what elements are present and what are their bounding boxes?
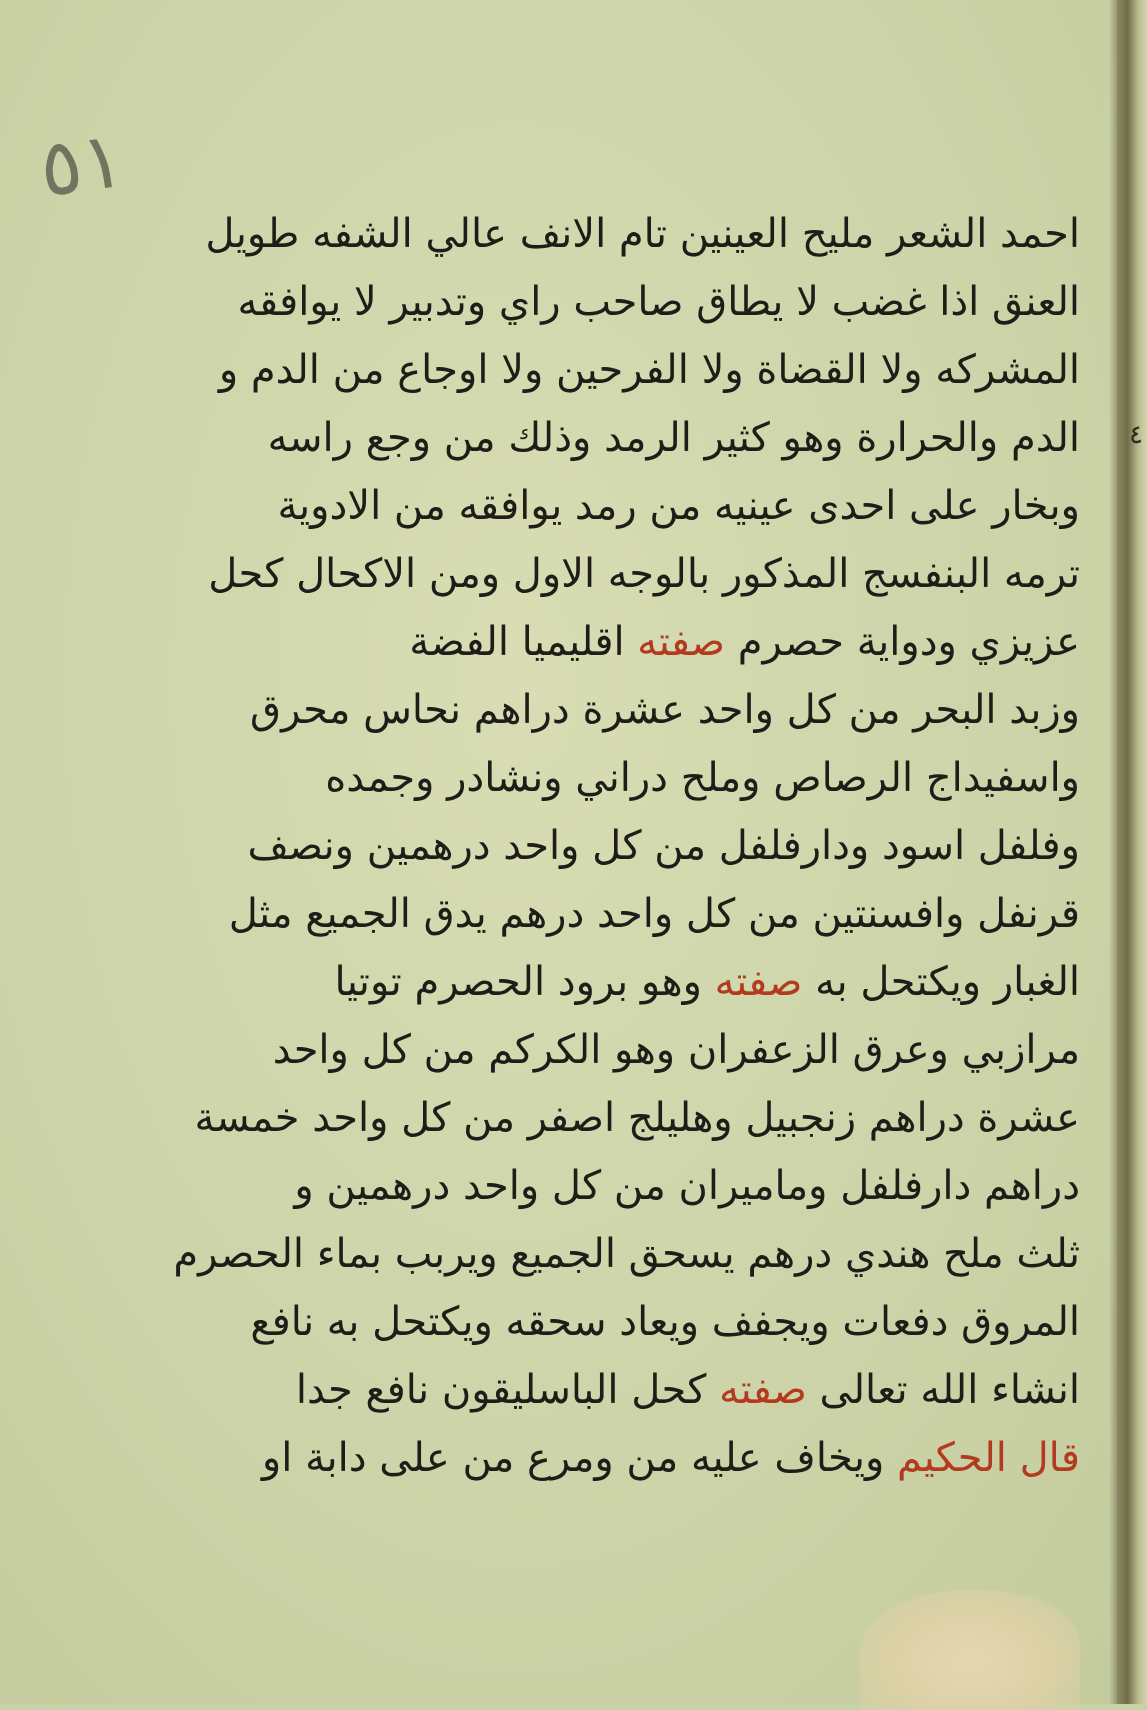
text-line: [320, 744, 1080, 812]
line-text: وزبد البحر من كل واحد عشرة دراهم نحاس محرق: [250, 687, 1080, 733]
text-line: [173, 1220, 1080, 1288]
text-line: [250, 1288, 1080, 1356]
text-line: [250, 676, 1080, 744]
line-text: وفلفل اسود ودارفلفل من كل واحد درهمين ونصف: [247, 823, 1080, 869]
line-text: ترمه البنفسج المذكور بالوجه الاول ومن الاكحال كحل: [208, 551, 1080, 597]
line-text: وبخار على احدى عينيه من رمد يوافقه من الادوية: [277, 483, 1080, 529]
line-text: دراهم دارفلفل وماميران من كل واحد درهمين و: [294, 1163, 1080, 1209]
text-line: [267, 404, 1080, 472]
folio-number: ٥١: [34, 114, 130, 216]
text-line: [277, 472, 1080, 540]
paper-stain: [860, 1590, 1080, 1710]
text-line: [272, 1016, 1080, 1084]
text-line: [194, 1084, 1080, 1152]
text-line: [237, 268, 1080, 336]
line-text: واسفيداج الرصاص وملح دراني ونشادر وجمده: [325, 755, 1080, 801]
line-text: العنق اذا غضب لا يطاق صاحب راي وتدبير لا يوافقه: [237, 279, 1080, 325]
text-line: [261, 1424, 1080, 1492]
line-text: الدم والحرارة وهو كثير الرمد وذلك من وجع راسه: [267, 415, 1080, 461]
text-line: [208, 540, 1080, 608]
book-spine: [1117, 0, 1147, 1704]
rubric-text: صفته: [714, 959, 803, 1005]
line-text: عشرة دراهم زنجبيل وهليلج اصفر من كل واحد خمسة: [194, 1095, 1080, 1141]
text-line: [205, 200, 1080, 268]
text-line: [320, 608, 1080, 676]
text-line: [247, 812, 1080, 880]
rubric-text: صفته: [637, 619, 726, 665]
line-text: اقليميا الفضة: [409, 619, 638, 665]
line-text: ثلث ملح هندي درهم يسحق الجميع ويربب بماء الحصرم: [173, 1231, 1080, 1277]
line-text: كحل الباسليقون نافع جدا: [295, 1367, 720, 1413]
line-text: عزيزي ودواية حصرم: [725, 619, 1080, 665]
line-text: قرنفل وافسنتين من كل واحد درهم يدق الجميع مثل: [228, 891, 1080, 937]
edge-mark: ٤: [1129, 420, 1143, 450]
line-text: مرازبي وعرق الزعفران وهو الكركم من كل واحد: [272, 1027, 1080, 1073]
line-text: وهو برود الحصرم توتيا: [334, 959, 715, 1005]
text-line: [218, 336, 1080, 404]
text-line: [294, 1152, 1080, 1220]
line-text: ويخاف عليه من ومرع من على دابة او: [261, 1435, 897, 1481]
text-line: [295, 1356, 1080, 1424]
text-line: [228, 880, 1080, 948]
text-line: [320, 948, 1080, 1016]
line-text: الغبار ويكتحل به: [802, 959, 1080, 1005]
rubric-text: صفته: [719, 1367, 807, 1413]
line-text: المروق دفعات ويجفف ويعاد سحقه ويكتحل به نافع: [250, 1299, 1080, 1345]
line-text: المشركه ولا القضاة ولا الفرحين ولا اوجاع من الدم و: [218, 347, 1080, 393]
line-text: انشاء الله تعالى: [806, 1367, 1080, 1413]
rubric-text: قال الحكيم: [897, 1435, 1080, 1481]
manuscript-text-block: [173, 200, 1080, 1492]
line-text: احمد الشعر مليح العينين تام الانف عالي الشفه طويل: [205, 211, 1080, 257]
spine-shadow: [1109, 0, 1117, 1704]
